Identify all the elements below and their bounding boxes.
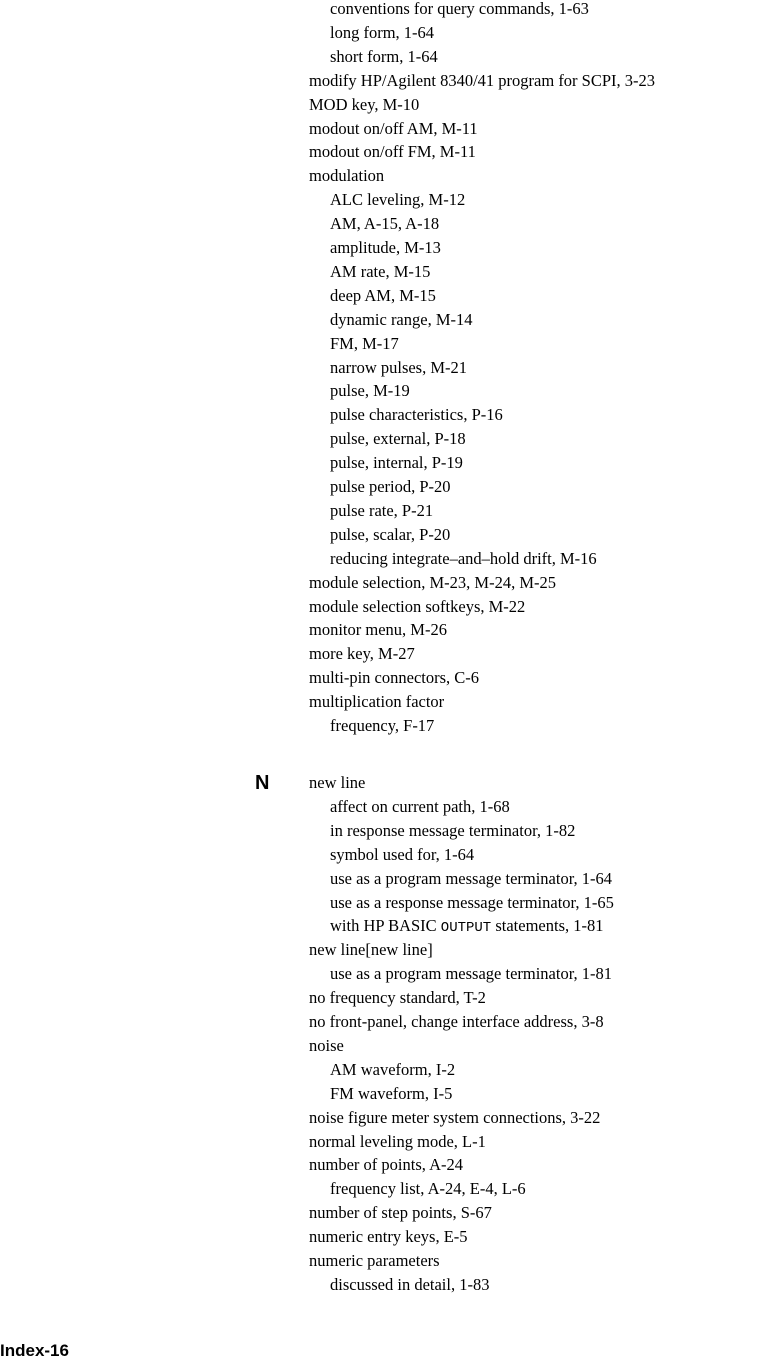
entry-text: AM waveform, I-2: [330, 1059, 456, 1079]
entry-text: amplitude, M-13: [330, 238, 441, 257]
index-subentry: [330, 356, 467, 380]
index-subentry: [330, 403, 503, 427]
entry-text: modify HP/Agilent 8340/41 program for SCPI, 3-23: [309, 70, 656, 90]
entry-text: numeric entry keys, E-5: [309, 1227, 468, 1247]
index-entry: [309, 117, 478, 141]
entry-text: numeric parameters: [309, 1251, 440, 1270]
index-subentry: [330, 914, 604, 938]
index-subentry: [330, 236, 441, 260]
index-entry: [309, 164, 384, 188]
entry-text: conventions for query commands, 1-63: [330, 0, 589, 18]
index-subentry: [330, 1273, 489, 1297]
entry-text: deep AM, M-15: [330, 285, 436, 305]
entry-text: modout on/off FM, M-11: [309, 142, 476, 162]
index-entry: [309, 595, 525, 619]
code-keyword: OUTPUT: [440, 920, 492, 937]
entry-text: no front-panel, change interface address, 3-8: [309, 1012, 604, 1031]
index-entry: [309, 1201, 492, 1225]
entry-text: new line[new line]: [309, 940, 433, 960]
entry-text: pulse, scalar, P-20: [330, 524, 451, 544]
section-letter: N: [255, 772, 270, 794]
index-entry: [309, 1130, 486, 1154]
entry-text: frequency list, A-24, E-4, L-6: [330, 1179, 526, 1199]
entry-text: more key, M-27: [309, 644, 415, 664]
entry-text: multi-pin connectors, C-6: [309, 668, 480, 688]
index-subentry: [330, 21, 434, 45]
entry-text: short form, 1-64: [330, 46, 438, 66]
index-subentry: [330, 188, 465, 212]
index-entry: [309, 93, 419, 117]
entry-text: dynamic range, M-14: [330, 309, 473, 329]
entry-text: module selection, M-23, M-24, M-25: [309, 572, 557, 592]
index-subentry: [330, 212, 439, 236]
index-subentry: [330, 843, 474, 867]
entry-text: no frequency standard, T-2: [309, 988, 486, 1008]
entry-text: long form, 1-64: [330, 22, 435, 42]
index-entry: [309, 1010, 604, 1034]
index-subentry: [330, 451, 463, 475]
index-entry: [309, 642, 415, 666]
entry-text: frequency, F-17: [330, 716, 435, 735]
entry-text: use as a program message terminator, 1-64: [330, 868, 613, 888]
entry-text: number of points, A-24: [309, 1155, 463, 1175]
entry-text: pulse rate, P-21: [330, 500, 434, 520]
index-subentry: [330, 819, 575, 843]
index-subentry: [330, 1082, 452, 1106]
entry-text: multiplication factor: [309, 692, 445, 712]
index-subentry: [330, 1177, 526, 1201]
index-subentry: [330, 795, 510, 819]
index-entry: [309, 1225, 468, 1249]
entry-text: FM waveform, I-5: [330, 1083, 453, 1103]
index-subentry: [330, 499, 433, 523]
entry-text: number of step points, S-67: [309, 1203, 492, 1223]
entry-text: module selection softkeys, M-22: [309, 596, 526, 616]
index-subentry: [330, 714, 434, 738]
entry-text: affect on current path, 1-68: [330, 796, 510, 816]
index-subentry: [330, 547, 597, 571]
entry-text: noise figure meter system connections, 3-22: [309, 1107, 601, 1127]
index-entry: [309, 1106, 600, 1130]
entry-text: pulse, external, P-18: [330, 429, 466, 449]
entry-text: use as a response message terminator, 1-65: [330, 892, 614, 912]
entry-text: AM, A-15, A-18: [330, 214, 440, 234]
index-subentry: [330, 284, 436, 308]
index-subentry: [330, 867, 612, 891]
index-entry: [309, 1034, 344, 1058]
index-entry: [309, 69, 655, 93]
index-subentry: [330, 260, 430, 284]
index-subentry: [330, 45, 438, 69]
entry-text: in response message terminator, 1-82: [330, 820, 576, 840]
index-subentry: [330, 1058, 455, 1082]
index-subentry: [330, 379, 410, 403]
index-entry: [309, 690, 444, 714]
index-subentry: [330, 308, 473, 332]
entry-text: pulse, internal, P-19: [330, 453, 463, 473]
index-entry: [309, 618, 447, 642]
entry-text: pulse period, P-20: [330, 477, 451, 496]
entry-text: reducing integrate–and–hold drift, M-16: [330, 548, 597, 568]
entry-text: MOD key, M-10: [309, 94, 420, 114]
entry-text: pulse characteristics, P-16: [330, 405, 503, 425]
index-subentry: [330, 332, 399, 356]
entry-text: symbol used for, 1-64: [330, 844, 475, 864]
entry-text: discussed in detail, 1-83: [330, 1274, 490, 1294]
index-subentry: [330, 427, 466, 451]
page-footer: Index-16: [0, 1341, 69, 1360]
entry-text: new line: [309, 773, 366, 792]
entry-text: narrow pulses, M-21: [330, 357, 468, 377]
entry-text: AM rate, M-15: [330, 261, 431, 281]
entry-text: with HP BASIC: [330, 916, 441, 936]
entry-text: use as a program message terminator, 1-81: [330, 964, 613, 984]
index-subentry: [330, 0, 589, 21]
index-entry: [309, 666, 479, 690]
entry-text: ALC leveling, M-12: [330, 190, 466, 210]
entry-text: modout on/off AM, M-11: [309, 118, 478, 138]
entry-text: noise: [309, 1035, 344, 1055]
index-entry: [309, 140, 476, 164]
entry-text: monitor menu, M-26: [309, 620, 447, 640]
index-subentry: [330, 962, 612, 986]
entry-text: FM, M-17: [330, 333, 399, 353]
entry-text: pulse, M-19: [330, 381, 410, 401]
entry-text: normal leveling mode, L-1: [309, 1131, 486, 1151]
entry-text: modulation: [309, 166, 385, 186]
index-entry: [309, 1249, 440, 1273]
index-subentry: [330, 891, 614, 915]
index-entry: [309, 771, 365, 795]
index-entry: [309, 1153, 463, 1177]
index-entry: [309, 571, 556, 595]
index-subentry: [330, 523, 450, 547]
index-entry: [309, 938, 433, 962]
index-entry: [309, 986, 486, 1010]
index-subentry: [330, 475, 451, 499]
entry-text-continued: statements, 1-81: [491, 916, 604, 936]
